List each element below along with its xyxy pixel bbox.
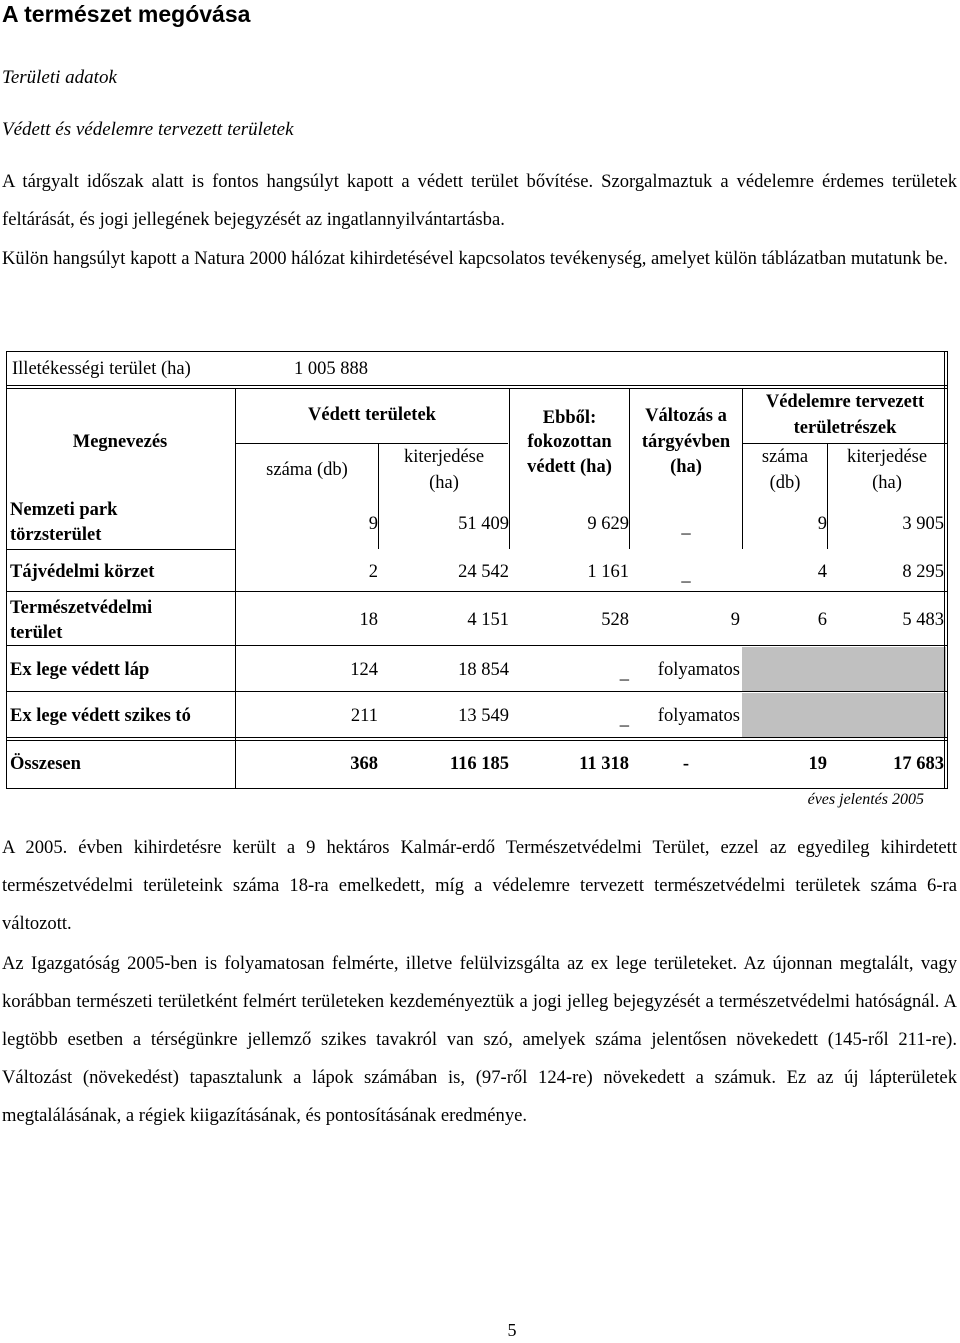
cell-db: 2: [368, 562, 378, 582]
cell-fokozottan: 528: [601, 610, 629, 630]
header-fokozottan: fokozottan: [527, 432, 612, 452]
header-v-szama: száma: [761, 447, 809, 467]
jurisdiction-value: 1 005 888: [294, 359, 368, 379]
cell-valtozas: folyamatos: [657, 660, 740, 680]
jurisdiction-label: Illetékességi terület (ha): [12, 359, 191, 379]
total-label: Összesen: [10, 754, 81, 774]
cell-ha: 13 549: [458, 706, 509, 726]
total-v-db: 19: [808, 754, 827, 774]
cell-valtozas: folyamatos: [657, 706, 740, 726]
paragraph-natura: Külön hangsúlyt kapott a Natura 2000 hálózat kihirdetésével kapcsolatos tevékenység, amelyet külön táblázatban mutatunk be.: [2, 248, 948, 269]
cell-v-db: 9: [817, 514, 827, 534]
header-vedett-ha: védett (ha): [527, 457, 612, 477]
total-v-ha: 17 683: [893, 754, 944, 774]
cell-fokozottan: 9 629: [587, 514, 629, 534]
header-targyevben: tárgyévben: [641, 432, 731, 452]
cell-v-db: 4: [817, 562, 827, 582]
total-fokozottan: 11 318: [579, 754, 629, 774]
header-vedelemre: Védelemre tervezett: [765, 392, 925, 412]
cell-valtozas: _: [681, 517, 691, 537]
header-kiterjedese-unit: (ha): [429, 473, 459, 493]
total-db: 368: [350, 754, 378, 774]
header-megnevezes: Megnevezés: [72, 432, 168, 452]
cell-fokozottan: _: [619, 709, 629, 729]
empty-cell-szikes: [742, 693, 946, 737]
paragraph-kalmar-erdo: A 2005. évben kihirdetésre került a 9 hektáros Kalmár-erdő Természetvédelmi Terület, ezzel az egyedileg kihirdetett természetvédelmi területeink száma 18-ra emelkedett, míg a védelemre tervezett természetvédelmi területek száma 6-ra változott.: [2, 837, 957, 934]
header-kiterjedese: kiterjedése: [403, 447, 485, 467]
empty-cell-lap: [742, 647, 946, 691]
header-valtozas-unit: (ha): [670, 457, 702, 477]
cell-fokozottan: _: [619, 663, 629, 683]
protected-areas-table: [6, 351, 948, 789]
subsection-title: Területi adatok: [2, 67, 117, 88]
total-ha: 116 185: [449, 754, 509, 774]
cell-db: 9: [368, 514, 378, 534]
cell-v-ha: 3 905: [902, 514, 944, 534]
cell-v-ha: 8 295: [902, 562, 944, 582]
cell-valtozas: 9: [730, 610, 740, 630]
header-valtozas: Változás a: [645, 406, 727, 426]
row-name: Természetvédelmi: [10, 598, 153, 618]
header-ebbol: Ebből:: [542, 408, 597, 428]
cell-ha: 51 409: [458, 514, 509, 534]
cell-db: 211: [350, 706, 378, 726]
cell-db: 18: [359, 610, 378, 630]
header-vedett: Védett területek: [308, 405, 436, 425]
table-source: éves jelentés 2005: [807, 791, 924, 808]
total-valtozas: -: [682, 754, 690, 774]
row-name-cont: terület: [10, 623, 63, 643]
row-name: Nemzeti park: [10, 500, 118, 520]
header-szama-db: száma (db): [266, 460, 348, 480]
cell-v-ha: 5 483: [902, 610, 944, 630]
subsection-subtitle: Védett és védelemre tervezett területek: [2, 119, 294, 140]
cell-ha: 24 542: [458, 562, 509, 582]
row-name-cont: törzsterület: [10, 525, 102, 545]
header-v-kiterjedese: kiterjedése: [846, 447, 928, 467]
section-title: A természet megóvása: [2, 1, 251, 27]
cell-v-db: 6: [817, 610, 827, 630]
cell-db: 124: [350, 660, 378, 680]
paragraph-ex-lege: Az Igazgatóság 2005-ben is folyamatosan felmérte, illetve felülvizsgálta az ex lege területeket. Az újonnan megtalált, vagy korábban természeti területként felmért területeken kezdeményeztük a jogi jelleg bejegyzését a természetvédelmi hatóságnál. A legtöbb esetben a térségünkre jellemző szikes tavakról van szó, amelyek száma jelentősen növekedett (145-ről 211-re). Változást (növekedést) tapasztalunk a lápok számában is, (97-ről 124-re) növekedett a számuk. Ez az új lápterületek megtalálásának, a régiek kiigazításának, és pontosításának eredménye.: [2, 953, 957, 1126]
cell-fokozottan: 1 161: [587, 562, 629, 582]
row-name: Ex lege védett szikes tó: [10, 706, 191, 726]
row-name: Tájvédelmi körzet: [10, 562, 155, 582]
row-name: Ex lege védett láp: [10, 660, 150, 680]
cell-ha: 4 151: [467, 610, 509, 630]
page-number: 5: [507, 1320, 517, 1340]
header-v-kiterjedese-unit: (ha): [872, 473, 902, 493]
cell-ha: 18 854: [458, 660, 509, 680]
header-v-szama-unit: (db): [769, 473, 801, 493]
cell-valtozas: _: [681, 565, 691, 585]
paragraph-intro: A tárgyalt időszak alatt is fontos hangsúlyt kapott a védett terület bővítése. Szorgalmaztuk a védelemre érdemes területek feltárását, és jogi jellegének bejegyzését az ingatlannyilvántartásba.: [2, 171, 957, 230]
header-teruletreszek: területrészek: [793, 418, 897, 438]
